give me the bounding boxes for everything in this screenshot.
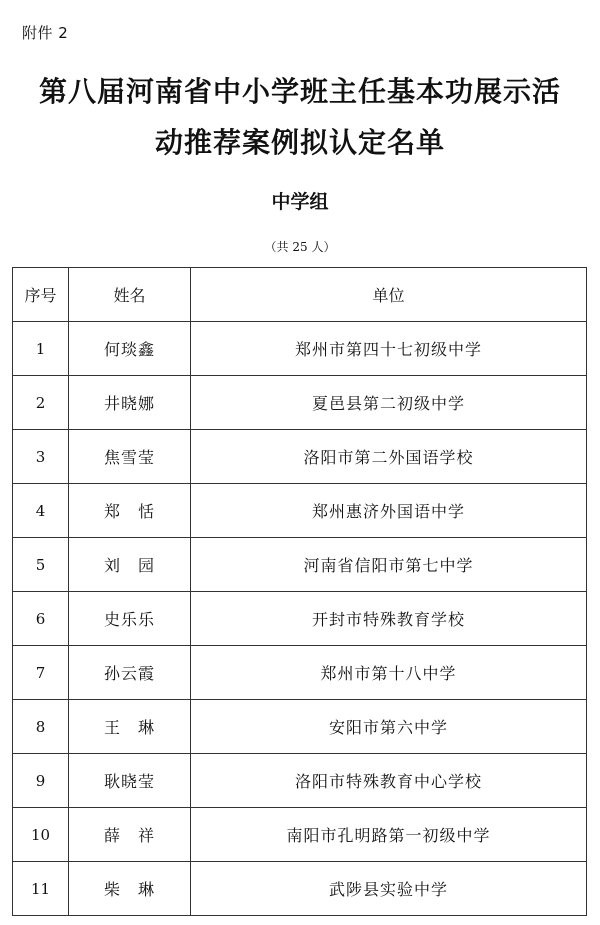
row-name: 柴 琳	[69, 862, 191, 916]
row-unit: 郑州惠济外国语中学	[191, 484, 587, 538]
row-name: 耿晓莹	[69, 754, 191, 808]
row-unit: 安阳市第六中学	[191, 700, 587, 754]
row-number: 8	[13, 700, 69, 754]
row-unit: 南阳市孔明路第一初级中学	[191, 808, 587, 862]
table-row	[13, 646, 587, 700]
group-heading: 中学组	[271, 191, 329, 213]
row-unit: 郑州市第十八中学	[191, 646, 587, 700]
row-number: 4	[13, 484, 69, 538]
table-row	[13, 430, 587, 484]
row-name: 焦雪莹	[69, 430, 191, 484]
row-unit: 郑州市第四十七初级中学	[191, 322, 587, 376]
table-row	[13, 700, 587, 754]
row-number: 2	[13, 376, 69, 430]
table-row	[13, 862, 587, 916]
table-header-row	[13, 268, 587, 322]
row-unit: 开封市特殊教育学校	[191, 592, 587, 646]
table-row	[13, 376, 587, 430]
row-name: 郑 恬	[69, 484, 191, 538]
row-number: 11	[13, 862, 69, 916]
attachment-label: 附件 2	[22, 24, 69, 42]
row-unit: 洛阳市第二外国语学校	[191, 430, 587, 484]
table-row	[13, 322, 587, 376]
total-count: （共 25 人）	[264, 240, 336, 254]
row-number: 3	[13, 430, 69, 484]
row-unit: 夏邑县第二初级中学	[191, 376, 587, 430]
row-unit: 河南省信阳市第七中学	[191, 538, 587, 592]
row-unit: 洛阳市特殊教育中心学校	[191, 754, 587, 808]
row-name: 井晓娜	[69, 376, 191, 430]
row-number: 9	[13, 754, 69, 808]
row-number: 1	[13, 322, 69, 376]
row-name: 王 琳	[69, 700, 191, 754]
column-header-unit: 单位	[191, 268, 587, 322]
row-number: 5	[13, 538, 69, 592]
row-name: 薛 祥	[69, 808, 191, 862]
nominee-table	[12, 267, 587, 916]
table-row	[13, 754, 587, 808]
table-row	[13, 538, 587, 592]
table-row	[13, 808, 587, 862]
row-number: 10	[13, 808, 69, 862]
row-name: 何琰鑫	[69, 322, 191, 376]
row-name: 史乐乐	[69, 592, 191, 646]
column-header-number: 序号	[13, 268, 69, 322]
row-name: 孙云霞	[69, 646, 191, 700]
column-header-name: 姓名	[69, 268, 191, 322]
row-name: 刘 园	[69, 538, 191, 592]
table-row	[13, 484, 587, 538]
row-unit: 武陟县实验中学	[191, 862, 587, 916]
row-number: 6	[13, 592, 69, 646]
document-title-line-1: 第八届河南省中小学班主任基本功展示活	[38, 75, 561, 108]
table-row	[13, 592, 587, 646]
document-title-line-2: 动推荐案例拟认定名单	[154, 126, 445, 159]
row-number: 7	[13, 646, 69, 700]
